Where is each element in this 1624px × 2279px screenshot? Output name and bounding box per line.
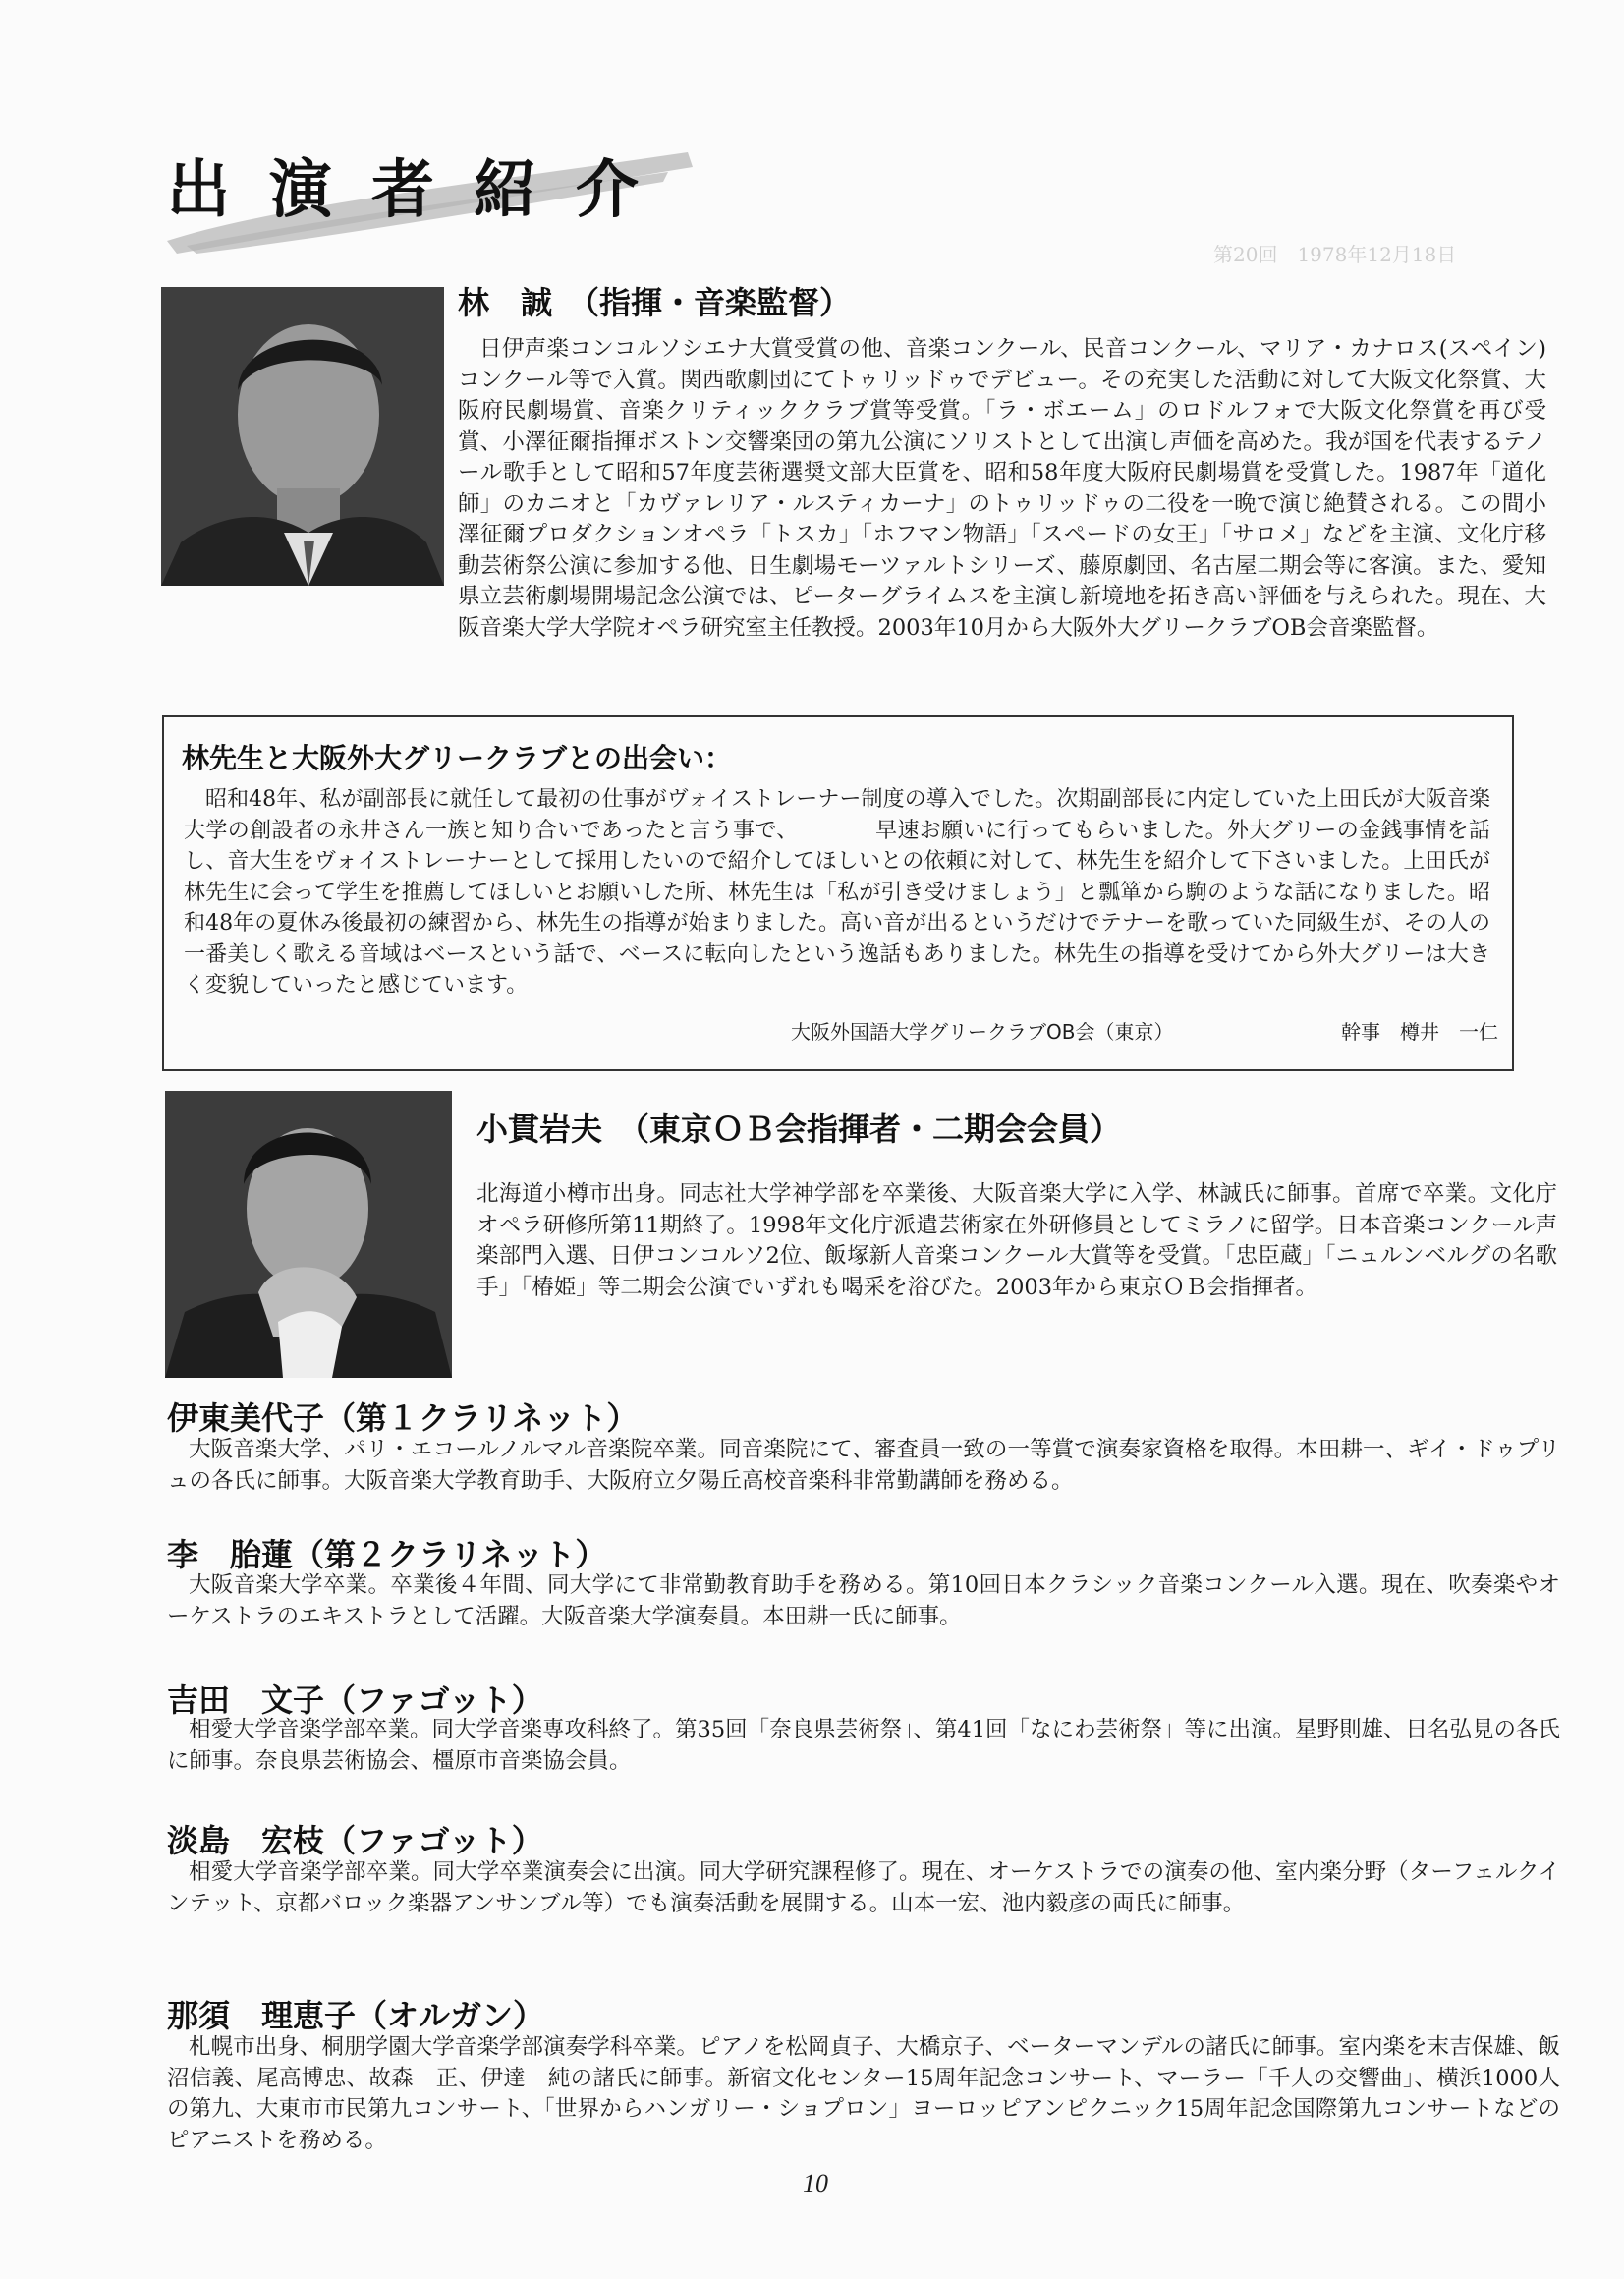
essay-affiliation: 大阪外国語大学グリークラブOB会（東京） xyxy=(791,1020,1174,1044)
essay-title: 林先生と大阪外大グリークラブとの出会い： xyxy=(182,742,733,774)
performer-name: 淡島 宏枝（ファゴット） xyxy=(167,1822,543,1859)
performer-bio: 北海道小樽市出身。同志社大学神学部を卒業後、大阪音楽大学に入学、林誠氏に師事。首席で卒業。文化庁オペラ研修所第11期終了。1998年文化庁派遣芸術家在外研修員としてミラノに留学。日本音楽コンクール声楽部門入選、日伊コンコルソ2位、飯塚新人音楽コンクール大賞等を受賞。「忠臣蔵」「ニュルンベルグの名歌手」「椿姫」等二期会公演でいずれも喝采を浴びた。2003年から東京ＯＢ会指揮者。 xyxy=(476,1181,1557,1300)
portrait-photo-onuki xyxy=(165,1091,452,1378)
performer-name: 吉田 文子（ファゴット） xyxy=(167,1681,543,1719)
performer-bio: 相愛大学音楽学部卒業。同大学卒業演奏会に出演。同大学研究課程修了。現在、オーケストラでの演奏の他、室内楽分野（ターフェルクインテット、京都バロック楽器アンサンブル等）でも演奏活動を展開する。山本一宏、池内毅彦の両氏に師事。 xyxy=(167,1859,1560,1916)
portrait-photo-hayashi xyxy=(161,287,444,586)
performer-bio: 札幌市出身、桐朋学園大学音楽学部演奏学科卒業。ピアノを松岡貞子、大橋京子、ベーターマンデルの諸氏に師事。室内楽を末吉保雄、飯沼信義、尾高博忠、故森 正、伊達 純の諸氏に師事。新宿文化センター15周年記念コンサート、マーラー「千人の交響曲」、横浜1000人の第九、大東市市民第九コンサート、「世界からハンガリー・ショプロン」ヨーロッピアンピクニック15周年記念国際第九コンサートなどのピアニストを務める。 xyxy=(167,2034,1561,2153)
essay-box xyxy=(162,715,1514,1071)
performer-name: 小貫岩夫 （東京ＯＢ会指揮者・二期会会員） xyxy=(476,1111,1122,1148)
essay-signature: 幹事 樽井 一仁 xyxy=(1341,1020,1498,1044)
performer-name: 李 胎蓮（第２クラリネット） xyxy=(167,1536,607,1573)
performer-name: 那須 理恵子（オルガン） xyxy=(167,1997,545,2034)
performer-bio: 大阪音楽大学卒業。卒業後４年間、同大学にて非常勤教育助手を務める。第10回日本クラシック音楽コンクール入選。現在、吹奏楽やオーケストラのエキストラとして活躍。大阪音楽大学演奏員。本田耕一氏に師事。 xyxy=(167,1572,1560,1629)
performer-name: 林 誠 （指揮・音楽監督） xyxy=(458,284,852,321)
essay-text: 昭和48年、私が副部長に就任して最初の仕事がヴォイストレーナー制度の導入でした。次期副部長に内定していた上田氏が大阪音楽大学の創設者の永井さん一族と知り合いであったと言う事で、 早速お願いに行ってもらいました。外大グリーの金銭事情を話し、音大生をヴォイストレーナーとして採用したいので紹介してほしいとの依頼に対して、林先生を紹介して下さいました。上田氏が林先生に会って学生を推薦してほしいとお願いした所、林先生は「私が引き受けましょう」と瓢箪から駒のような話になりました。昭和48年の夏休み後最初の練習から、林先生の指導が始まりました。高い音が出るというだけでテナーを歌っていた同級生が、その人の一番美しく歌える音域はベースという話で、ベースに転向したという逸話もありました。林先生の指導を受けてから外大グリーは大きく変貌していったと感じています。 xyxy=(184,787,1490,997)
performer-bio: 日伊声楽コンコルソシエナ大賞受賞の他、音楽コンクール、民音コンクール、マリア・カナロス(スペイン)コンクール等で入賞。関西歌劇団にてトゥリッドゥでデビュー。その充実した活動に対して大阪文化祭賞、大阪府民劇場賞、音楽クリティッククラブ賞等受賞。「ラ・ボエーム」のロドルフォで大阪文化祭賞を再び受賞、小澤征爾指揮ボストン交響楽団の第九公演にソリストとして出演し声価を高めた。我が国を代表するテノール歌手として昭和57年度芸術選奨文部大臣賞を、昭和58年度大阪府民劇場賞を受賞した。1987年「道化師」のカニオと「カヴァレリア・ルスティカーナ」のトゥリッドゥの二役を一晩で演じ絶賛される。この間小澤征爾プロダクションオペラ「トスカ」「ホフマン物語」「スペードの女王」「サロメ」などを主演、文化庁移動芸術祭公演に参加する他、日生劇場モーツァルトシリーズ、藤原劇団、名古屋二期会等に客演。また、愛知県立芸術劇場開場記念公演では、ピーターグライムスを主演し新境地を拓き高い評価を与えられた。現在、大阪音楽大学大学院オペラ研究室主任教授。2003年10月から大阪外大グリークラブOB会音楽監督。 xyxy=(458,336,1546,641)
bleed-through-text: 第20回 1978年12月18日 xyxy=(1213,243,1457,266)
performer-name: 伊東美代子（第１クラリネット） xyxy=(167,1399,639,1437)
performer-bio: 大阪音楽大学、パリ・エコールノルマル音楽院卒業。同音楽院にて、審査員一致の一等賞で演奏家資格を取得。本田耕一、ギイ・ドゥプリュの各氏に師事。大阪音楽大学教育助手、大阪府立夕陽丘高校音楽科非常勤講師を務める。 xyxy=(167,1437,1560,1494)
performer-bio: 相愛大学音楽学部卒業。同大学音楽専攻科終了。第35回「奈良県芸術祭」、第41回「なにわ芸術祭」等に出演。星野則雄、日名弘見の各氏に師事。奈良県芸術協会、橿原市音楽協会員。 xyxy=(167,1717,1561,1774)
page-number: 10 xyxy=(803,2169,828,2197)
page-title: 出演者紹介 xyxy=(167,153,678,227)
